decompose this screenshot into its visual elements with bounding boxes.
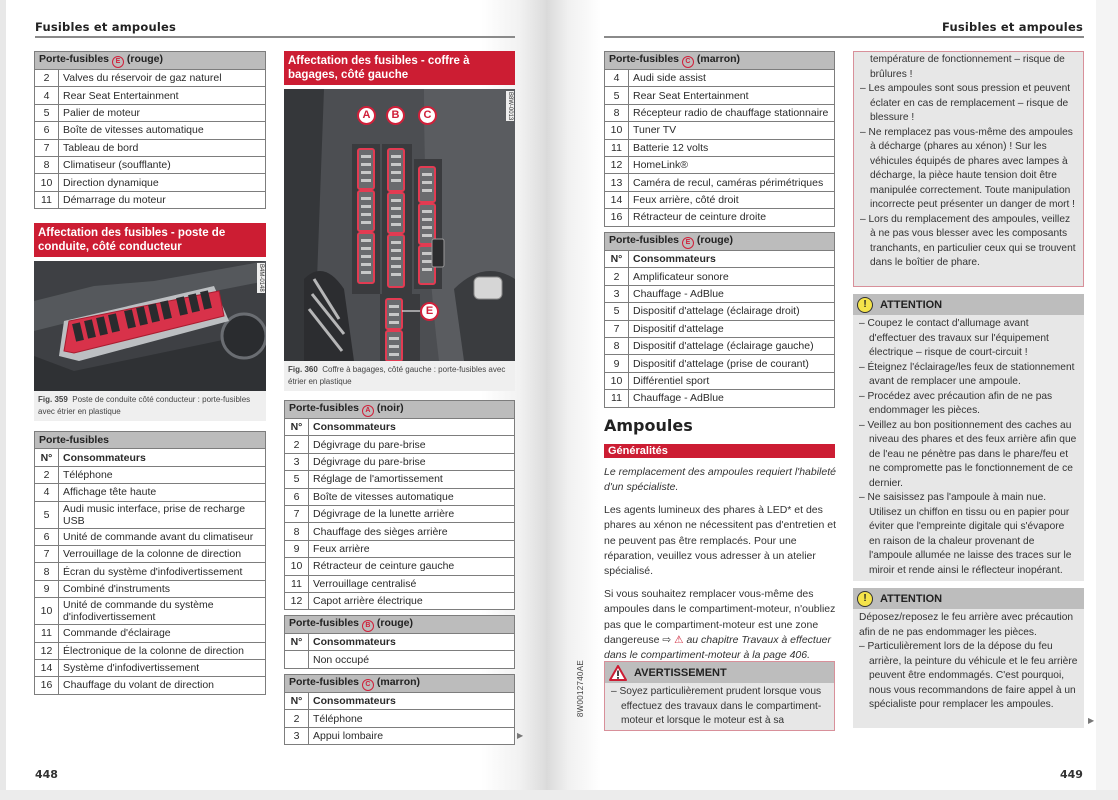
consumer-name: Chauffage - AdBlue [629, 390, 835, 407]
consumer-name: Écran du système d'infodivertissement [59, 563, 266, 580]
consumer-name: Feux arrière, côté droit [629, 191, 835, 208]
fuse-number: 6 [35, 122, 59, 139]
consumer-name: Chauffage des sièges arrière [309, 523, 515, 540]
header-rule-right [604, 36, 1084, 38]
table-row [285, 453, 515, 470]
consumer-name: Verrouillage centralisé [309, 575, 515, 592]
table-row [605, 320, 835, 337]
consumer-name: Rétracteur de ceinture gauche [309, 558, 515, 575]
fuse-table-e-right [604, 232, 835, 408]
fuse-number: 9 [285, 540, 309, 557]
list-item: – Ne saisissez pas l'ampoule à main nue. Utilisez un chiffon en tissu ou en papier pour éviter que l'empreinte digitale qui s'évapore en raison de la chaleur provenant de l'ampoule allumée ne laisse des traces sur le miroir et rende ainsi le réflecteur inopérant. [859, 492, 1072, 576]
list-item: – Éteignez l'éclairage/les feux de stationnement avant de remplacer une ampoule. [859, 361, 1075, 387]
table-row [35, 501, 266, 528]
table-row [35, 625, 266, 642]
consumer-name: Dégivrage du pare-brise [309, 436, 515, 453]
table-row [285, 540, 515, 557]
consumer-name: Boîte de vitesses automatique [59, 122, 266, 139]
table-row [605, 191, 835, 208]
consumer-name: Différentiel sport [629, 372, 835, 389]
fuse-number: 3 [285, 453, 309, 470]
list-item: – Particulièrement lors de la dépose du feu arrière, la peinture du véhicule et le feu arrière peuvent être endommagés. C'est pourquoi, nous vous recommandons de faire appel à un spécialiste pour remplacer les ampoules. [859, 641, 1078, 710]
consumer-name: Climatiseur (soufflante) [59, 156, 266, 173]
warning-box-continued [853, 51, 1084, 287]
fuse-table-c-left [284, 674, 515, 745]
table-row [285, 505, 515, 522]
fuse-number: 5 [285, 471, 309, 488]
table-row [35, 139, 266, 156]
running-head-left: Fusibles et ampoules [35, 20, 177, 34]
fuse-number: 2 [35, 70, 59, 87]
running-head-right: Fusibles et ampoules [941, 20, 1083, 34]
figure-360-trunk-fusebox [284, 89, 515, 361]
consumer-name: Audi music interface, prise de recharge USB [59, 501, 266, 528]
consumer-name: Système d'infodivertissement [59, 659, 266, 676]
fuse-table-b [284, 615, 515, 669]
consumer-name: Téléphone [59, 466, 266, 483]
table-row [35, 677, 266, 694]
fuse-number: 14 [35, 659, 59, 676]
table-row [605, 390, 835, 407]
consumer-name: Dispositif d'attelage (éclairage gauche) [629, 337, 835, 354]
attention-header: ! ATTENTION [853, 588, 1084, 609]
figure-359-caption: Fig. 359 Poste de conduite côté conducteur : porte-fusibles avec étrier en plastique [34, 391, 266, 421]
label-b-icon: B [386, 106, 405, 125]
table-row [605, 156, 835, 173]
table-row [35, 642, 266, 659]
col-header-consumers: Consommateurs [309, 419, 515, 436]
fuse-number: 11 [35, 191, 59, 208]
section-title-driver: Affectation des fusibles - poste de conduite, côté conducteur [34, 223, 266, 257]
bottom-background [0, 790, 1118, 800]
fuse-number: 7 [605, 320, 629, 337]
table-row [605, 174, 835, 191]
consumer-name: Unité de commande du système d'infodivertissement [59, 598, 266, 625]
fuse-number: 10 [605, 372, 629, 389]
attention-body [853, 315, 1084, 582]
fuse-number: 2 [35, 466, 59, 483]
intro-italic: Le remplacement des ampoules requiert l'habileté d'un spécialiste. [604, 466, 836, 494]
table-row [605, 303, 835, 320]
consumer-name: Batterie 12 volts [629, 139, 835, 156]
consumer-name: Rear Seat Entertainment [629, 87, 835, 104]
label-a-icon: A [357, 106, 376, 125]
warning-body-continued [854, 52, 1083, 275]
table-title: Porte-fusibles A (noir) [285, 401, 515, 419]
list-item: – Ne remplacez pas vous-même des ampoules à décharge (phares au xénon) ! Sur les véhicules équipés de phares avec lampes à décharge, la pièce haute tension doit être manipulée correctement. Toute manipulation incorrecte peut présenter un danger de mort ! [860, 126, 1075, 210]
consumer-name: Dégivrage de la lunette arrière [309, 505, 515, 522]
table-row [35, 87, 266, 104]
fuse-number: 8 [285, 523, 309, 540]
table-title: Porte-fusibles [35, 432, 266, 449]
fuse-number: 5 [35, 104, 59, 121]
table-row [285, 575, 515, 592]
table-row [605, 285, 835, 302]
consumer-name: HomeLink® [629, 156, 835, 173]
consumer-name: Tableau de bord [59, 139, 266, 156]
consumer-name: Amplificateur sonore [629, 268, 835, 285]
header-rule-left [35, 36, 515, 38]
table-row [605, 372, 835, 389]
fuse-number: 7 [35, 139, 59, 156]
exclamation-icon: ! [857, 297, 873, 313]
col-header-consumers: Consommateurs [309, 693, 515, 710]
badge-a-icon: A [362, 405, 374, 417]
figure-id: B8W-0013 [507, 92, 513, 121]
table-row [35, 659, 266, 676]
table-row [285, 727, 515, 744]
consumer-name: Capot arrière électrique [309, 592, 515, 609]
list-item: – Coupez le contact d'allumage avant d'effectuer des travaux sur l'équipement électrique – risque de court-circuit ! [859, 318, 1049, 358]
table-row [285, 558, 515, 575]
fuse-number: 11 [285, 575, 309, 592]
continue-arrow-icon: ▶ [1088, 716, 1095, 725]
list-item: – Procédez avec précaution afin de ne pas endommager les pièces. [859, 390, 1053, 416]
page-reference-link[interactable]: au chapitre Travaux à effectuer dans le compartiment-moteur à la page 406. [604, 634, 832, 662]
fuse-number: 5 [605, 87, 629, 104]
fuse-number: 7 [35, 545, 59, 562]
fuse-number: 10 [285, 558, 309, 575]
label-c-icon: C [418, 106, 437, 125]
heading-ampoules: Ampoules [604, 416, 693, 435]
table-row [605, 87, 835, 104]
table-row [35, 70, 266, 87]
page-edge [1096, 0, 1118, 790]
badge-e-icon: E [112, 56, 124, 68]
table-row [285, 471, 515, 488]
trunk-fusebox-illustration [284, 89, 515, 361]
table-title: Porte-fusibles B (rouge) [285, 616, 515, 634]
table-row [35, 191, 266, 208]
badge-e-icon: E [682, 237, 694, 249]
col-header-number: N° [285, 634, 309, 651]
table-title: Porte-fusibles E (rouge) [35, 52, 266, 70]
consumer-name: Palier de moteur [59, 104, 266, 121]
table-row [35, 563, 266, 580]
fuse-table-c-right [604, 51, 835, 227]
table-row [605, 70, 835, 87]
consumer-name: Caméra de recul, caméras périmétriques [629, 174, 835, 191]
table-row [35, 466, 266, 483]
consumer-name: Démarrage du moteur [59, 191, 266, 208]
fuse-number: 6 [285, 488, 309, 505]
fuse-number: 3 [605, 285, 629, 302]
table-title: Porte-fusibles C (marron) [605, 52, 835, 70]
consumer-name: Affichage tête haute [59, 484, 266, 501]
paragraph-2: Si vous souhaitez remplacer vous-même des ampoules dans le compartiment-moteur, n'oubliez pas que le compartiment-moteur est une zone dangereuse ⇨ ⚠ au chapitre Travaux à effectuer dans le compartiment-moteur à la page 406. [604, 587, 836, 662]
fuse-number: 9 [605, 355, 629, 372]
figure-id: B4M-0148 [258, 264, 264, 292]
consumer-name: Feux arrière [309, 540, 515, 557]
fuse-number: 8 [605, 337, 629, 354]
fuse-number: 11 [35, 625, 59, 642]
consumer-name: Combiné d'instruments [59, 580, 266, 597]
table-row [285, 488, 515, 505]
badge-c-icon: C [362, 679, 374, 691]
ampoules-body [604, 465, 836, 671]
consumer-name: Électronique de la colonne de direction [59, 642, 266, 659]
page-number-left: 448 [35, 768, 58, 781]
list-item: – Les ampoules sont sous pression et peuvent éclater en cas de remplacement – risque de blessure ! [860, 83, 1071, 123]
subheading-generalites: Généralités [604, 444, 835, 458]
table-row [605, 355, 835, 372]
fuse-number: 9 [35, 580, 59, 597]
table-row [605, 104, 835, 121]
document-code: 8W0012740AE [576, 660, 585, 718]
list-item: température de fonctionnement – risque de brûlures ! [870, 54, 1065, 80]
consumer-name: Commande d'éclairage [59, 625, 266, 642]
fuse-number: 4 [605, 70, 629, 87]
col-header-number: N° [605, 251, 629, 268]
col-header-consumers: Consommateurs [309, 634, 515, 651]
table-row [285, 592, 515, 609]
warning-box-start [604, 661, 835, 731]
fuse-number: 16 [605, 209, 629, 226]
consumer-name: Réglage de l'amortissement [309, 471, 515, 488]
fuse-number: 4 [35, 87, 59, 104]
warning-item: – Soyez particulièrement prudent lorsque vous effectuez des travaux dans le compartiment-moteur et lorsque le moteur est à sa [611, 686, 822, 726]
warning-header: AVERTISSEMENT [605, 662, 834, 683]
fuse-number: 3 [285, 727, 309, 744]
figure-360-caption: Fig. 360 Coffre à bagages, côté gauche : porte-fusibles avec étrier en plastique [284, 361, 515, 391]
fuse-number: 14 [605, 191, 629, 208]
table-row [35, 122, 266, 139]
list-item: – Veillez au bon positionnement des caches au niveau des phares et des feux arrière afin que de l'eau ne pénètre pas dans le phare/feu et ne compromette pas le fonctionnement de ce dernier. [859, 419, 1077, 489]
table-row [35, 598, 266, 625]
fuse-number: 10 [605, 122, 629, 139]
table-row [35, 484, 266, 501]
table-row [285, 523, 515, 540]
consumer-name: Dégivrage du pare-brise [309, 453, 515, 470]
consumer-name: Unité de commande avant du climatiseur [59, 528, 266, 545]
table-row [285, 436, 515, 453]
fuse-number: 8 [605, 104, 629, 121]
attention-intro: Déposez/reposez le feu arrière avec précaution afin de ne pas endommager les pièces. [859, 612, 1074, 638]
fuse-number: 10 [35, 174, 59, 191]
consumer-name: Dispositif d'attelage (prise de courant) [629, 355, 835, 372]
fuse-number: 5 [605, 303, 629, 320]
table-row [605, 268, 835, 285]
table-row [35, 104, 266, 121]
fuse-table-a [284, 400, 515, 610]
fuse-number: 8 [35, 563, 59, 580]
consumer-name: Audi side assist [629, 70, 835, 87]
fuse-number: 12 [285, 592, 309, 609]
consumer-name: Boîte de vitesses automatique [309, 488, 515, 505]
col-header-number: N° [35, 449, 59, 466]
fuse-number: 6 [35, 528, 59, 545]
warning-triangle-icon [609, 665, 627, 681]
fuse-number: 12 [35, 642, 59, 659]
attention-body [853, 609, 1084, 717]
table-row [35, 174, 266, 191]
fuse-number [285, 651, 309, 668]
paragraph-1: Les agents lumineux des phares à LED* et des phares au xénon ne nécessitent pas d'entretien et ne peuvent pas être remplacés. Pour une réparation, veuillez vous adresser à un atelier spécialisé. [604, 503, 836, 578]
attention-box-1 [853, 294, 1084, 581]
attention-header: ! ATTENTION [853, 294, 1084, 315]
col-header-consumers: Consommateurs [629, 251, 835, 268]
consumer-name: Appui lombaire [309, 727, 515, 744]
consumer-name: Dispositif d'attelage [629, 320, 835, 337]
fuse-table-driver [34, 431, 266, 695]
page-number-right: 449 [1060, 768, 1083, 781]
consumer-name: Chauffage - AdBlue [629, 285, 835, 302]
badge-c-icon: C [682, 56, 694, 68]
fuse-number: 16 [35, 677, 59, 694]
fuse-number: 11 [605, 139, 629, 156]
fuse-number: 4 [35, 484, 59, 501]
fuse-number: 11 [605, 390, 629, 407]
warning-triangle-icon: ⚠ [674, 634, 684, 647]
badge-b-icon: B [362, 620, 374, 632]
fuse-number: 13 [605, 174, 629, 191]
fuse-number: 5 [35, 501, 59, 528]
section-title-trunk: Affectation des fusibles - coffre à bagages, côté gauche [284, 51, 515, 85]
consumer-name: Valves du réservoir de gaz naturel [59, 70, 266, 87]
figure-359-driver-fusebox [34, 261, 266, 391]
fuse-number: 10 [35, 598, 59, 625]
consumer-name: Rear Seat Entertainment [59, 87, 266, 104]
table-row [285, 651, 515, 668]
consumer-name: Rétracteur de ceinture droite [629, 209, 835, 226]
table-row [35, 580, 266, 597]
attention-box-2 [853, 588, 1084, 728]
table-title: Porte-fusibles E (rouge) [605, 233, 835, 251]
consumer-name: Dispositif d'attelage (éclairage droit) [629, 303, 835, 320]
fuse-number: 2 [285, 436, 309, 453]
fuse-number: 2 [605, 268, 629, 285]
table-title: Porte-fusibles C (marron) [285, 675, 515, 693]
label-e-icon: E [420, 302, 439, 321]
consumer-name: Verrouillage de la colonne de direction [59, 545, 266, 562]
fuse-number: 8 [35, 156, 59, 173]
consumer-name: Téléphone [309, 710, 515, 727]
consumer-name: Chauffage du volant de direction [59, 677, 266, 694]
consumer-name: Récepteur radio de chauffage stationnaire [629, 104, 835, 121]
fuse-number: 7 [285, 505, 309, 522]
warning-body [605, 683, 834, 733]
continue-arrow-icon: ▶ [517, 731, 524, 740]
table-row [35, 545, 266, 562]
table-row [605, 139, 835, 156]
fuse-number: 12 [605, 156, 629, 173]
fuse-number: 2 [285, 710, 309, 727]
col-header-consumers: Consommateurs [59, 449, 266, 466]
table-row [605, 337, 835, 354]
consumer-name: Non occupé [309, 651, 515, 668]
exclamation-icon: ! [857, 591, 873, 607]
fuse-table-e-left [34, 51, 266, 209]
col-header-number: N° [285, 419, 309, 436]
table-row [35, 528, 266, 545]
table-row [285, 710, 515, 727]
list-item: – Lors du remplacement des ampoules, veillez à ne pas vous blesser avec les composants tranchants, en particulier ceux qui se trouvent dans le boîtier de phare. [860, 213, 1076, 268]
table-row [605, 209, 835, 226]
consumer-name: Direction dynamique [59, 174, 266, 191]
col-header-number: N° [285, 693, 309, 710]
table-row [35, 156, 266, 173]
consumer-name: Tuner TV [629, 122, 835, 139]
table-row [605, 122, 835, 139]
driver-fusebox-illustration [34, 261, 266, 391]
